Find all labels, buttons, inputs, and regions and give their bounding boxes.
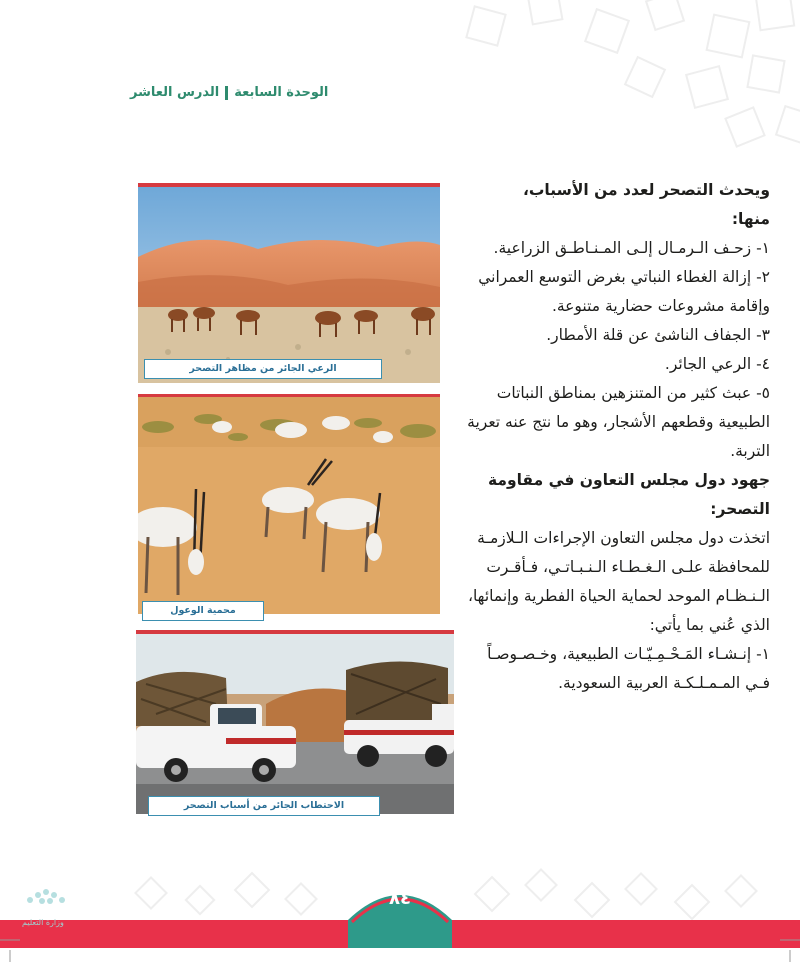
section-body: اتخذت دول مجلس التعاون الإجراءات الـلازمـة للمحافظة علـى الـغـطـاء الـنـبـاتـي، فـأقـرت الـنـظـام الموحد لحماية الحياة الفطرية وإنمائها، الذي عُني بما يأتي:	[467, 529, 770, 634]
ministry-logo-icon	[16, 880, 76, 920]
figure-caption: الرعي الجائر من مظاهر التصحر	[144, 359, 382, 379]
figure-caption: محمية الوعول	[142, 601, 264, 621]
cause-item-1: ١- زحـف الـرمـال إلـى المـنـاطـق الزراعية.	[493, 239, 770, 257]
figure-trucks	[136, 630, 454, 816]
footer-bottom	[0, 948, 800, 962]
trucks-image	[136, 634, 454, 814]
ministry-logo-text: وزارة التعليم	[22, 918, 64, 927]
cause-item-5: ٥- عبث كثير من المتنزهين بمناطق النباتات الطبيعية وقطعهم الأشجار، وهو ما نتج عنه تعرية التربة.	[467, 384, 770, 460]
breadcrumb-lesson: الدرس العاشر	[130, 85, 220, 100]
breadcrumb-unit: الوحدة السابعة	[234, 85, 329, 100]
intro-heading-cont: منها:	[731, 210, 770, 228]
figure-oryx	[138, 394, 440, 618]
main-text-column	[462, 176, 770, 698]
background-pattern	[440, 0, 800, 150]
section-heading: جهود دول مجلس التعاون في مقاومة التصحر:	[487, 471, 770, 518]
intro-heading: ويحدث التصحر لعدد من الأسباب،	[522, 181, 770, 199]
breadcrumb-separator	[225, 86, 228, 100]
section-item-1: ١- إنـشـاء المَـحْـمِـيّـات الطبيعية، وخـصـوصـاً فـي المـمـلـكـة العربية السعودية.	[487, 645, 770, 692]
page-number: ٨٤	[389, 888, 411, 909]
figure-camels	[138, 183, 440, 383]
breadcrumb	[130, 85, 328, 100]
figure-caption: الاحتطاب الجائر من أسباب التصحر	[148, 796, 380, 816]
camels-image	[138, 187, 440, 383]
cause-item-4: ٤- الرعي الجائر.	[664, 355, 770, 373]
cause-item-3: ٣- الجفاف الناشئ عن قلة الأمطار.	[546, 326, 770, 344]
oryx-image	[138, 397, 440, 614]
cause-item-2: ٢- إزالة الغطاء النباتي بغرض التوسع العمراني وإقامة مشروعات حضارية متنوعة.	[478, 268, 770, 315]
